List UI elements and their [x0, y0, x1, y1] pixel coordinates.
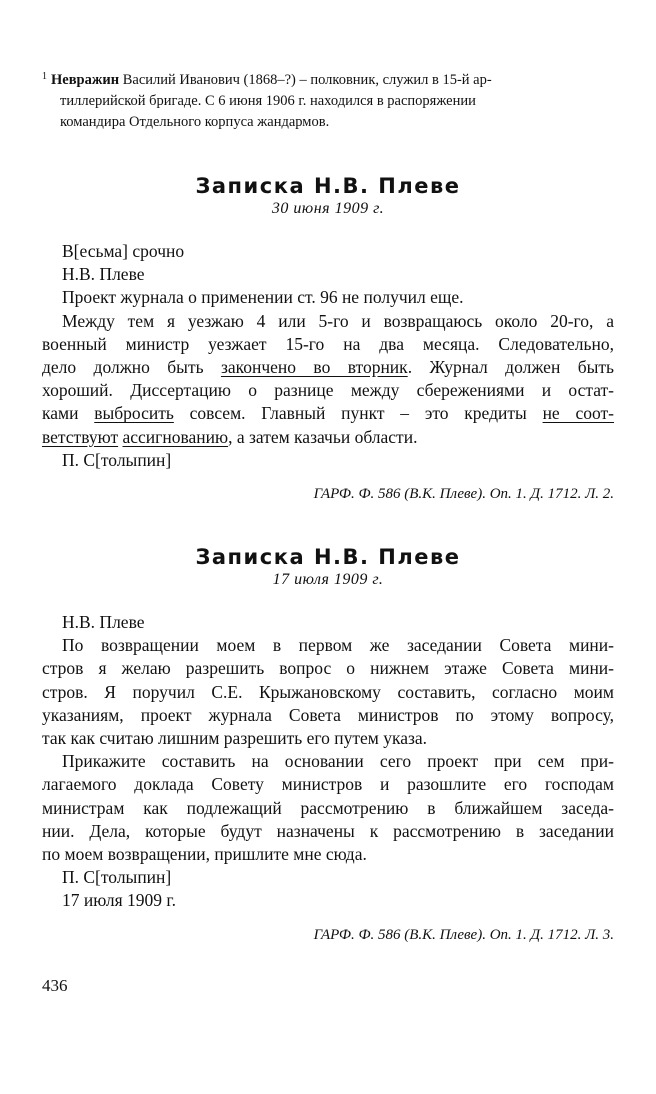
document-date-2: 17 июля 1909 г. [272, 571, 384, 589]
text-span: совсем. Главный пункт – это кредиты [173, 403, 543, 424]
text-line: Н.В. Плеве [62, 264, 145, 285]
text-line: стров. Я поручил С.Е. Крыжановскому составить, согласно моим [42, 681, 614, 702]
text-line [42, 402, 614, 425]
underlined-text: ветствуют [42, 426, 119, 447]
text-line [42, 426, 614, 449]
underlined-text: ассигнованию [122, 426, 229, 447]
underlined-text: закончено во вторник [220, 357, 408, 378]
text-line: нии. Дела, которые будут назначены к рассмотрению в заседании [42, 820, 614, 841]
text-line [42, 356, 614, 379]
document-body-1 [42, 240, 614, 472]
document-title-1: Записка Н.В. Плеве [195, 174, 461, 198]
underlined-text: не соот- [542, 403, 614, 424]
text-span: , а затем казачьи области. [228, 426, 418, 447]
page-content [42, 66, 614, 944]
text-line: хороший. Диссертацию о разнице между сбережениями и остат- [42, 380, 614, 401]
text-line: военный министр уезжает 15-го на два месяца. Следовательно, [42, 333, 614, 354]
footnote-line-2: тиллерийской бригаде. С 6 июня 1906 г. находился в распоряжении [60, 93, 476, 109]
archive-source-1: ГАРФ. Ф. 586 (В.К. Плеве). Оп. 1. Д. 1712. Л. 2. [313, 486, 614, 503]
archive-source-2: ГАРФ. Ф. 586 (В.К. Плеве). Оп. 1. Д. 1712. Л. 3. [313, 926, 614, 943]
text-line: В[есьма] срочно [62, 241, 185, 261]
text-line: Между тем я уезжаю 4 или 5-го и возвращаюсь около 20-го, а [62, 310, 614, 331]
text-line: Прикажите составить на основании сего проект при сем при- [62, 751, 614, 772]
text-line: министрам как подлежащий рассмотрению в ближайшем заседа- [42, 797, 614, 818]
underlined-text: выбросить [94, 403, 174, 424]
text-line: по моем возвращении, пришлите мне сюда. [42, 844, 367, 865]
text-line: стров я желаю разрешить вопрос о нижнем этаже Совета мини- [42, 658, 614, 679]
footnote [42, 66, 614, 133]
text-line: лагаемого доклада Совету министров и разошлите его господам [42, 774, 614, 795]
footnote-line-3: командира Отдельного корпуса жандармов. [60, 114, 330, 130]
document-title-2: Записка Н.В. Плеве [195, 545, 461, 570]
footnote-number: 1 [42, 71, 47, 82]
footnote-text: Василий Иванович (1868–?) – полковник, служил в 15-й ар- [119, 72, 492, 88]
text-line: По возвращении моем в первом же заседании Совета мини- [62, 635, 614, 656]
signature: П. С[толыпин] [62, 449, 172, 470]
footnote-name: Невражин [51, 72, 120, 88]
text-span: ками [42, 403, 95, 424]
text-line: указаниям, проект журнала Совета министров по этому вопросу, [42, 704, 614, 725]
page-number: 436 [42, 976, 68, 995]
signature: П. С[толыпин] [62, 867, 172, 888]
text-line: Проект журнала о применении ст. 96 не получил еще. [62, 287, 464, 308]
text-span: . Журнал должен быть [407, 357, 614, 378]
document-date-1: 30 июня 1909 г. [271, 200, 385, 217]
signature-date: 17 июля 1909 г. [62, 890, 176, 911]
text-line: Н.В. Плеве [62, 612, 145, 633]
footnote-line-1 [42, 66, 614, 91]
text-span: дело должно быть [42, 357, 221, 378]
text-line: так как считаю лишним разрешить его путем указа. [42, 728, 428, 749]
document-body-2 [42, 611, 614, 913]
